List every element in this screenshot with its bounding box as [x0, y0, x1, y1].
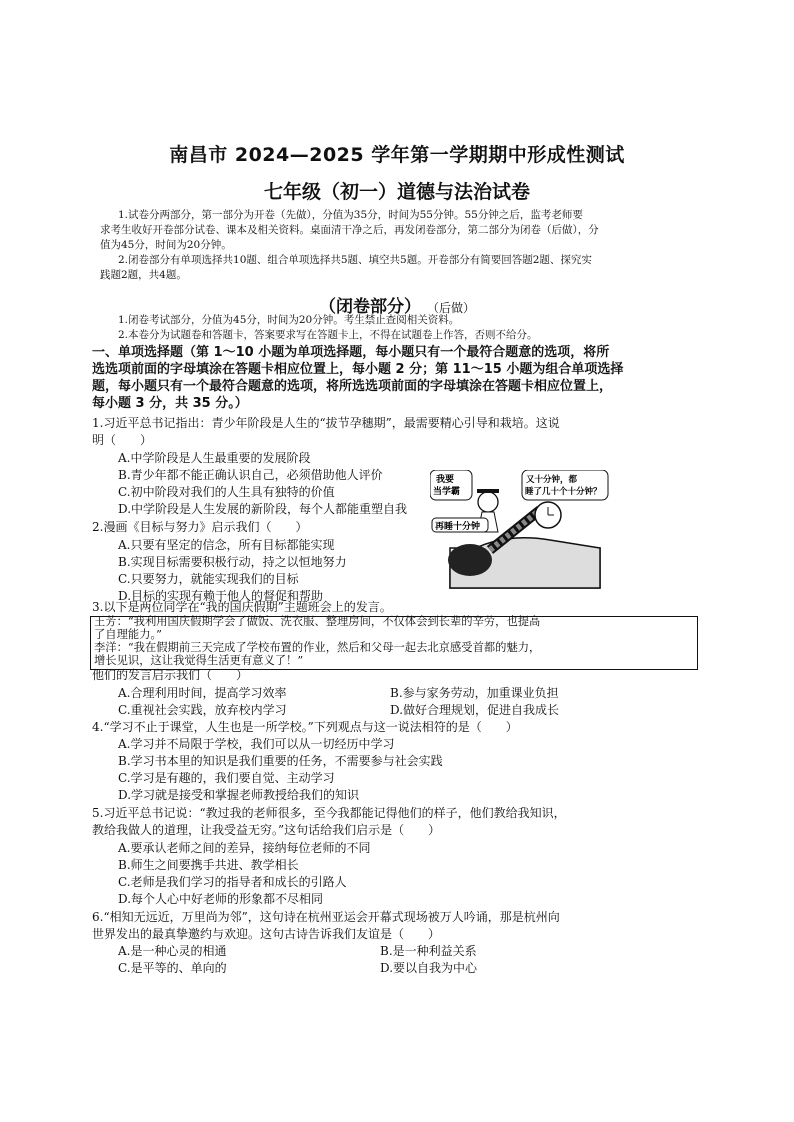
q5-stem: 教给我做人的道理，让我受益无穷。”这句话给我们启示是（ ） [92, 823, 441, 837]
q3-after: 他们的发言启示我们（ ） [92, 668, 249, 682]
exam-title: 南昌市 2024—2025 学年第一学期期中形成性测试 [169, 144, 625, 166]
q1-option: C.初中阶段对我们的人生具有独特的价值 [118, 485, 335, 499]
q4-option: B.学习书本里的知识是我们重要的任务，不需要参与社会实践 [118, 754, 443, 768]
q3-stem: 3.以下是两位同学在“我的国庆假期”主题班会上的发言。 [92, 600, 392, 614]
q1-option: D.中学阶段是人生发展的新阶段，每个人都能重塑自我 [118, 502, 408, 516]
q2-stem: 2.漫画《目标与努力》启示我们（ ） [92, 520, 308, 534]
goal-effort-cartoon [430, 470, 610, 595]
bubble-bottom-text: 再睡十分钟 [435, 522, 481, 532]
closed-note: 2.本卷分为试题卷和答题卡，答案要求写在答题卡上，不得在试题卷上作答，否则不给分。 [118, 329, 538, 341]
section1-line: 题，每小题只有一个最符合题意的选项，将所选选项前面的字母填涂在答题卡相应位置上， [92, 379, 613, 394]
note-line: 求考生收好开卷部分试卷、课本及相关资料。桌面清干净之后，再发闭卷部分，第二部分为闭卷（后做），分 [100, 224, 599, 236]
q5-option: A.要承认老师之间的差异，接纳每位老师的不同 [118, 841, 371, 855]
q6-stem: 世界发出的最真挚邀约与欢迎。这句古诗告诉我们友谊是（ ） [92, 927, 441, 941]
q1-option: A.中学阶段是人生最重要的发展阶段 [118, 451, 311, 465]
q4-stem: 4.“学习不止于课堂，人生也是一所学校。”下列观点与这一说法相符的是（ ） [92, 720, 518, 734]
q3-option: D.做好合理规划，促进自我成长 [390, 703, 560, 717]
q6-stem: 6.“相知无远近，万里尚为邻”，这句诗在杭州亚运会开幕式现场被万人吟诵，那是杭州向 [92, 910, 560, 924]
q2-option: D.目标的实现有赖于他人的督促和帮助 [118, 589, 324, 603]
note-line: 2.闭卷部分有单项选择共10题、组合单项选择共5题、填空共5题。开卷部分有简要回答题2题、探究实 [118, 254, 592, 266]
bubble-left-text: 当学霸 [433, 487, 461, 497]
bubble-right-text: 又十分钟，都 [526, 475, 578, 485]
q3-option: A.合理利用时间，提高学习效率 [118, 686, 287, 700]
q2-option: A.只要有坚定的信念，所有目标都能实现 [118, 538, 335, 552]
q1-option: B.青少年都不能正确认识自己，必须借助他人评价 [118, 468, 383, 482]
closed-section-title: （闭卷部分） [319, 297, 422, 317]
section1-line: 选选项前面的字母填涂在答题卡相应位置上，每小题 2 分；第 11～15 小题为组合单项选择 [92, 362, 624, 377]
bubble-right-text: 睡了几十个十分钟？ [525, 487, 602, 497]
q1-stem: 1.习近平总书记指出：青少年阶段是人生的“拔节孕穗期”，最需要精心引导和栽培。这说 [92, 416, 560, 430]
q3-option: B.参与家务劳动，加重课业负担 [390, 686, 559, 700]
section1-line: 一、单项选择题（第 1～10 小题为单项选择题，每小题只有一个最符合题意的选项，将所 [92, 345, 610, 360]
q2-option: C.只要努力，就能实现我们的目标 [118, 572, 299, 586]
closed-note: 1.闭卷考试部分，分值为45分，时间为20分钟。考生禁止查阅相关资料。 [118, 314, 460, 326]
q5-option: D.每个人心中好老师的形象都不尽相同 [118, 892, 324, 906]
exam-subtitle: 七年级（初一）道德与法治试卷 [263, 181, 530, 203]
q5-stem: 5.习近平总书记说：“教过我的老师很多，至今我都能记得他们的样子，他们教给我知识， [92, 806, 566, 820]
section1-line: 每小题 3 分，共 35 分。） [92, 396, 248, 411]
note-line: 践题2题，共4题。 [100, 269, 187, 281]
q5-option: C.老师是我们学习的指导者和成长的引路人 [118, 875, 347, 889]
q3-box-line: 王芳：“我利用国庆假期学会了做饭、洗衣服、整理房间，不仅体会到长辈的辛劳，也提高 [94, 615, 541, 628]
q5-option: B.师生之间要携手共进、教学相长 [118, 858, 299, 872]
q1-stem: 明（ ） [92, 433, 153, 447]
note-line: 1.试卷分两部分，第一部分为开卷（先做），分值为35分，时间为55分钟。55分钟之后，监考老师要 [118, 209, 583, 221]
q4-option: A.学习并不局限于学校，我们可以从一切经历中学习 [118, 737, 395, 751]
q3-box-line: 了自理能力。” [94, 628, 162, 641]
q6-option: B.是一种利益关系 [380, 944, 477, 958]
q4-option: C.学习是有趣的，我们要自觉、主动学习 [118, 771, 335, 785]
q2-option: B.实现目标需要积极行动，持之以恒地努力 [118, 555, 347, 569]
q6-option: A.是一种心灵的相通 [118, 944, 227, 958]
note-line: 值为45分，时间为20分钟。 [100, 239, 232, 251]
bubble-left-text: 我要 [436, 475, 455, 485]
q6-option: D.要以自我为中心 [380, 961, 478, 975]
closed-section-sub: （后做） [426, 301, 475, 315]
q3-box-line: 增长见识，这让我觉得生活更有意义了！” [94, 654, 304, 667]
q3-option: C.重视社会实践，放弃校内学习 [118, 703, 287, 717]
q6-option: C.是平等的、单向的 [118, 961, 227, 975]
q4-option: D.学习就是接受和掌握老师教授给我们的知识 [118, 788, 360, 802]
q3-box-line: 李洋：“我在假期前三天完成了学校布置的作业，然后和父母一起去北京感受首都的魅力， [94, 641, 541, 654]
